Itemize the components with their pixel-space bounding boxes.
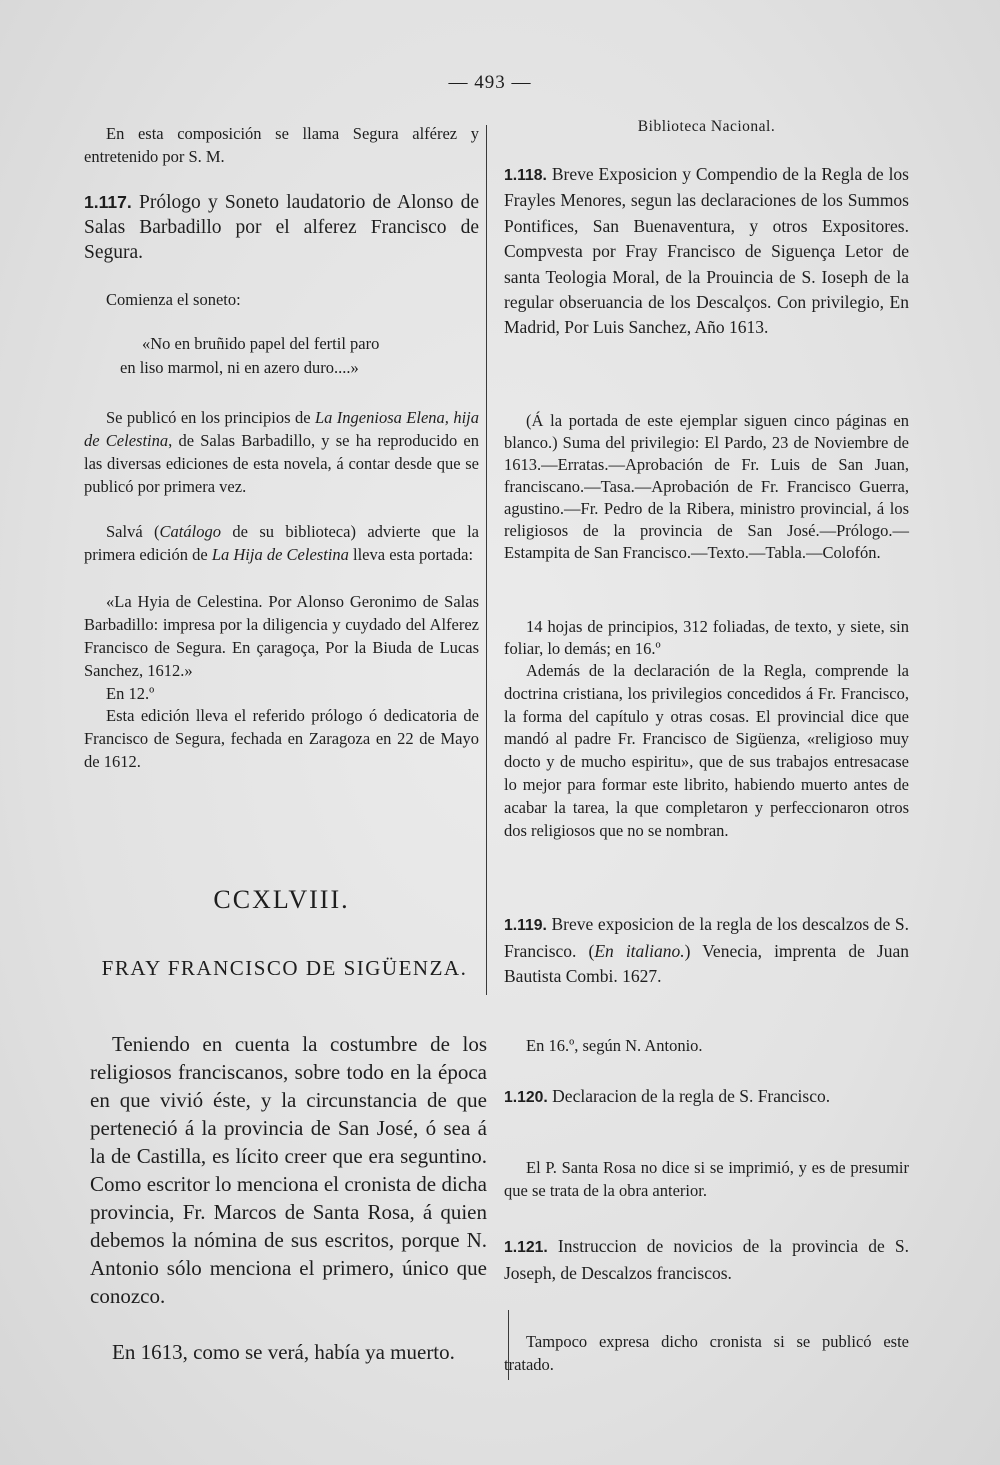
entry-title: Instruccion de novicios de la provincia de S. Joseph, de Descalzos franciscos. bbox=[504, 1236, 909, 1283]
entry-1120 bbox=[504, 1084, 909, 1111]
text-run: Salvá ( bbox=[106, 522, 160, 541]
book-title: La Hija de Celestina bbox=[211, 545, 349, 564]
column-divider bbox=[486, 125, 487, 995]
entry-1118-leaves: 14 hojas de principios, 312 foliadas, de texto, y siete, sin foliar, lo demás; en 16.º bbox=[504, 617, 909, 658]
entry-number: 1.121. bbox=[504, 1239, 548, 1256]
entry-number: 1.117. bbox=[84, 192, 132, 212]
catalog-title: Catálogo bbox=[159, 522, 221, 541]
entry-number: 1.120. bbox=[504, 1089, 548, 1106]
publication-paragraph bbox=[84, 406, 479, 498]
format-note: En 12.º bbox=[106, 684, 155, 703]
sonnet-line-1: «No en bruñido papel del fertil paro bbox=[142, 334, 380, 353]
entry-number: 1.119. bbox=[504, 917, 547, 934]
text-run: Se publicó en los principios de bbox=[106, 408, 315, 427]
entry-1119 bbox=[504, 912, 909, 990]
chapter-number: CCXLVIII. bbox=[213, 885, 350, 914]
entry-imprint: ) Venecia, imprenta de Juan Bautista Combi. 1627. bbox=[504, 940, 909, 986]
entry-1118-description: (Á la portada de este ejemplar siguen cinco páginas en blanco.) Suma del privilegio: El Pardo, 23 de Noviembre de 1613.—Erratas.—Aprobación de Fr. Luis de San Juan, franciscano.—Tasa.—Aprobación de Fr. Francisco Guerra, agustino.—Fr. Pedro de la Ribera, ministro provincial, á los religiosos de la provincia de San José.—Prólogo.—Estampita de San Francisco.—Texto.—Tabla.—Colofón. bbox=[504, 411, 909, 562]
entry-1118 bbox=[504, 162, 909, 341]
page-number: — 493 — bbox=[448, 72, 532, 93]
entry-1118-notes: Además de la declaración de la Regla, comprende la doctrina cristiana, los privilegios concedidos á Fr. Francisco, la forma del capítulo y otras cosas. El provincial dice que mandó al padre Fr. Francisco de Sigüenza, «religioso muy docto y de mucho espiritu», que de sus trabajos entresacase lo mejor para formar este librito, habiendo muerto antes de acabar la tarea, la que completaron y perfeccionaron otros dos religiosos que no se nombran. bbox=[504, 661, 909, 840]
language-note: En italiano. bbox=[594, 940, 685, 961]
author-heading: FRAY FRANCISCO DE SIGÜENZA. bbox=[101, 956, 468, 980]
entry-1120-note: El P. Santa Rosa no dice si se imprimió, y es de presumir que se trata de la obra anterior. bbox=[504, 1158, 909, 1200]
entry-title: Prólogo y Soneto laudatorio de Alonso de Salas Barbadillo por el alferez Francisco de Segura. bbox=[84, 192, 479, 263]
entry-title: Breve exposicion de la regla de los descalzos de S. Francisco. ( bbox=[504, 914, 909, 961]
entry-1117 bbox=[84, 190, 479, 265]
sonnet-line-2: en liso marmol, ni en azero duro....» bbox=[120, 358, 359, 377]
edicion-paragraph: Esta edición lleva el referido prólogo ó dedicatoria de Francisco de Segura, fechada en Zaragoza en 22 de Mayo de 1612. bbox=[84, 706, 479, 771]
intro-paragraph: En esta composición se llama Segura alférez y entretenido por S. M. bbox=[84, 124, 479, 166]
biography-closing: En 1613, como se verá, había ya muerto. bbox=[112, 1340, 455, 1364]
entry-1119-note: En 16.º, según N. Antonio. bbox=[526, 1036, 703, 1055]
text-run: , de Salas Barbadillo, y se ha reproducido en las diversas ediciones de esta novela, á contar desde que se publicó por primera vez. bbox=[84, 431, 479, 496]
entry-number: 1.118. bbox=[504, 167, 547, 184]
biography-paragraph: Teniendo en cuenta la costumbre de los religiosos franciscanos, sobre todo en la época en que vivió éste, y la circunstancia de que perteneció á la provincia de San José, ó sea á la de Castilla, es lícito creer que era seguntino. Como escritor lo menciona el cronista de dicha provincia, Fr. Marcos de Santa Rosa, á quien debemos la nómina de sus escritos, porque N. Antonio sólo menciona el primero, único que conozco. bbox=[90, 1032, 487, 1308]
entry-title: Declaracion de la regla de S. Francisco. bbox=[547, 1086, 831, 1106]
salva-paragraph bbox=[84, 520, 479, 566]
book-title: La Ingeniosa Elena, hija de Celestina bbox=[84, 408, 480, 450]
text-run: lleva esta portada: bbox=[348, 545, 474, 564]
entry-1121 bbox=[504, 1234, 909, 1286]
portada-quote: «La Hyia de Celestina. Por Alonso Geronimo de Salas Barbadillo: impresa por la diligencia y cuydado del Alferez Francisco de Segura. En çaragoça, Por la Biuda de Lucas Sanchez, 1612.» bbox=[84, 592, 479, 680]
entry-title: Breve Exposicion y Compendio de la Regla de los Frayles Menores, segun las declaraciones de los Summos Pontifices, San Buenaventura, y otros Expositores. Compvesta por Fray Francisco de Siguença Letor de santa Teologia Moral, de la Prouincia de S. Ioseph de la regular obseruancia de los Descalços. Con privilegio, En Madrid, Por Luis Sanchez, Año 1613. bbox=[504, 164, 909, 338]
entry-1121-note: Tampoco expresa dicho cronista si se publicó este tratado. bbox=[504, 1332, 909, 1374]
library-location: Biblioteca Nacional. bbox=[637, 118, 776, 135]
text-run: de su biblioteca) advierte que la primera edición de bbox=[84, 522, 479, 564]
comienza-label: Comienza el soneto: bbox=[106, 290, 241, 309]
